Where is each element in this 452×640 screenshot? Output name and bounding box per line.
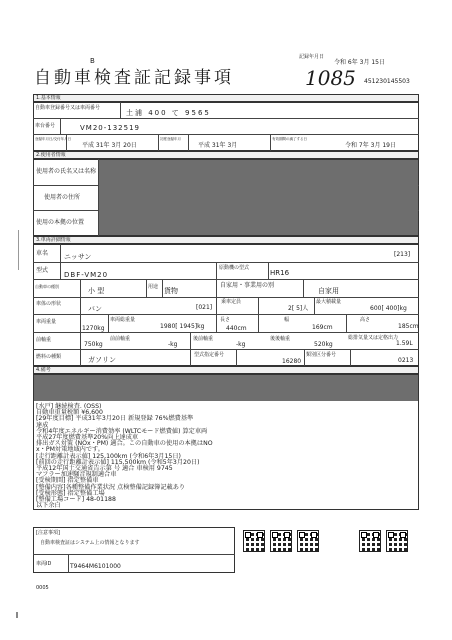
width-label: 幅: [284, 317, 290, 323]
vehicle-id-label: 車両ID: [36, 561, 52, 567]
remark-line: 令和4年度エネルギー消費効率 (WLTCモード燃費値) 算定車両: [36, 427, 208, 435]
user-address-label: 使用者の住所: [44, 194, 81, 201]
section-vehicle-header: [33, 236, 419, 244]
expiry-value: 令和 7年 3月 19日: [345, 142, 396, 149]
gross-label: 車両総重量: [110, 317, 136, 323]
car-name-label: 車名: [36, 250, 49, 257]
issue-date-label: 記録年月日: [299, 54, 325, 60]
user-base-label: 使用の本拠の位置: [36, 219, 85, 226]
weight-label: 車両重量: [36, 319, 57, 325]
body-code: [021]: [196, 304, 213, 311]
section-remarks-header: [33, 366, 419, 374]
body-value: バン: [88, 305, 102, 313]
corner-mark: B: [90, 57, 95, 65]
rear-axle-label: 後後軸重: [270, 336, 291, 342]
displacement-label: 総排気量又は定格出力: [348, 335, 399, 341]
remark-line: [水戸] 継続検査. (OSS): [36, 403, 102, 410]
max-load-value: 600[ 400]kg: [370, 305, 407, 312]
scan-artifact-dot: [16, 612, 18, 618]
remark-line: 平成27年度燃費基準20%向上達成車: [36, 434, 139, 441]
expiry-label: 有効期間の満了する日: [272, 137, 307, 141]
reg-label: 自動車登録番号又は車両番号: [35, 105, 101, 111]
qr-code-5: [386, 530, 408, 552]
remark-line: [走行距離計表示値] 125,100km (令和6年3月15日): [36, 452, 181, 460]
remark-line: [整備内容]各種整備作業状況 点検整備記録簿記載あり: [36, 483, 186, 491]
redacted-user-info: [99, 160, 418, 235]
car-name-value: ニッサン: [64, 253, 92, 261]
page-code: 0005: [36, 585, 49, 591]
rear-axle-value: 520kg: [314, 341, 333, 348]
remark-line: 平成12年国土交通省告示第 号 適合 車検用 9745: [36, 465, 173, 472]
section-vehicle-title: 3.車両詳細情報: [36, 237, 71, 243]
front-axle-value: 750kg: [84, 341, 103, 348]
remark-line: 自動車重量税額 ¥6,600: [36, 409, 103, 417]
remark-line: x・PM対策地域内です。: [36, 446, 104, 454]
chassis-value: VM20-132519: [80, 124, 140, 132]
qr-code-2: [270, 530, 292, 552]
designation-label: 型式指定番号: [194, 352, 225, 358]
remark-line: マフラー加速騒音規制適合車: [36, 471, 117, 479]
section-user-header: [33, 151, 419, 159]
rear-rear-value: -kg: [236, 341, 246, 348]
engine-label: 原動機の型式: [219, 265, 250, 271]
type-value: 小 型: [88, 287, 105, 295]
private-value: 自家用: [318, 287, 339, 295]
body-label: 車体の形状: [36, 301, 62, 307]
qr-code-1: [243, 530, 265, 552]
designation-value: 16280: [282, 358, 302, 365]
class-value: 0213: [398, 357, 414, 364]
first-year-value: 平成 31年 3月: [198, 142, 238, 149]
section-remarks-title: 4.備考: [36, 367, 51, 373]
use-label: 用途: [148, 284, 159, 290]
page-title: 自動車検査証記録事項: [34, 68, 234, 88]
remark-line: [前回の走行距離計表示値] 115,500km (令和5年3月20日): [36, 458, 200, 466]
section-basic-header: [33, 94, 419, 102]
car-name-code: [213]: [394, 251, 411, 258]
length-label: 長さ: [220, 317, 231, 323]
qr-code-4: [359, 530, 381, 552]
model-value: DBF-VM20: [64, 271, 109, 279]
redacted-remarks: [34, 375, 418, 401]
weight-value: 1270kg: [82, 325, 105, 332]
first-reg-value: 平成 31年 3月 20日: [82, 142, 137, 149]
remark-line: [29年度目標] 平成31年3月20日 新規登録 76%燃費基準: [36, 415, 194, 423]
rear-rear-label: 後前軸重: [193, 336, 214, 342]
scan-artifact: [18, 230, 19, 270]
qr-code-3: [297, 530, 319, 552]
capacity-value: 2[ 5]人: [288, 305, 309, 312]
width-value: 169cm: [312, 324, 333, 331]
user-name-label: 使用者の氏名又は名称: [36, 168, 97, 175]
remark-line: 以下余白: [36, 502, 61, 510]
model-label: 型式: [36, 267, 49, 274]
handwritten-number: 1085: [305, 66, 356, 90]
fuel-value: ガソリン: [88, 356, 116, 364]
remark-line: [整備工場コード] 48-01188: [36, 496, 116, 503]
remark-line: 排出ガス対策 (NOx・PM) 適合。この自動車の使用の本拠はNO: [36, 440, 213, 448]
remark-line: 達成: [36, 421, 49, 429]
remark-line: [受検形態] 指定整備工場: [36, 489, 105, 497]
front-axle-label: 前軸重: [36, 337, 52, 343]
max-load-label: 最大積載量: [316, 299, 342, 305]
engine-value: HR16: [270, 269, 290, 277]
front-front-value: -kg: [168, 341, 178, 348]
chassis-label: 車台番号: [35, 123, 56, 129]
section-basic-title: 1.基本情報: [36, 95, 61, 101]
use-value: 貨物: [164, 287, 178, 295]
section-user-title: 2.使用者情報: [36, 152, 66, 158]
class-label: 類別区分番号: [306, 352, 337, 358]
length-value: 440cm: [226, 325, 247, 332]
private-label: 自家用・事業用の別: [220, 282, 275, 289]
first-year-label: 初度登録年月: [160, 137, 181, 141]
height-label: 高さ: [360, 317, 371, 323]
front-front-label: 前前軸重: [110, 336, 131, 342]
remark-line: [受検期間] 指定整備車: [36, 477, 99, 485]
vehicle-id-value: T9464M6101000: [70, 563, 121, 570]
type-label: 自動車の種別: [35, 284, 59, 289]
displacement-value: 1.59L: [396, 340, 413, 347]
notes-text: 自動車検査証はシステム上の情報となります: [40, 540, 140, 546]
capacity-label: 乗車定員: [221, 299, 242, 305]
notes-box: [33, 527, 235, 573]
notes-heading: [注意事項]: [36, 530, 60, 536]
gross-value: 1980[ 1945]kg: [160, 323, 205, 330]
issue-date-value: 令和 6年 3月 15日: [334, 59, 385, 66]
fuel-label: 燃料の種類: [36, 354, 62, 360]
reg-value: 土浦 400 て 9565: [126, 109, 211, 117]
doc-number: 451230145503: [364, 78, 410, 85]
first-reg-label: 登録年月日/交付年月日: [35, 137, 72, 141]
height-value: 185cm: [398, 323, 419, 330]
